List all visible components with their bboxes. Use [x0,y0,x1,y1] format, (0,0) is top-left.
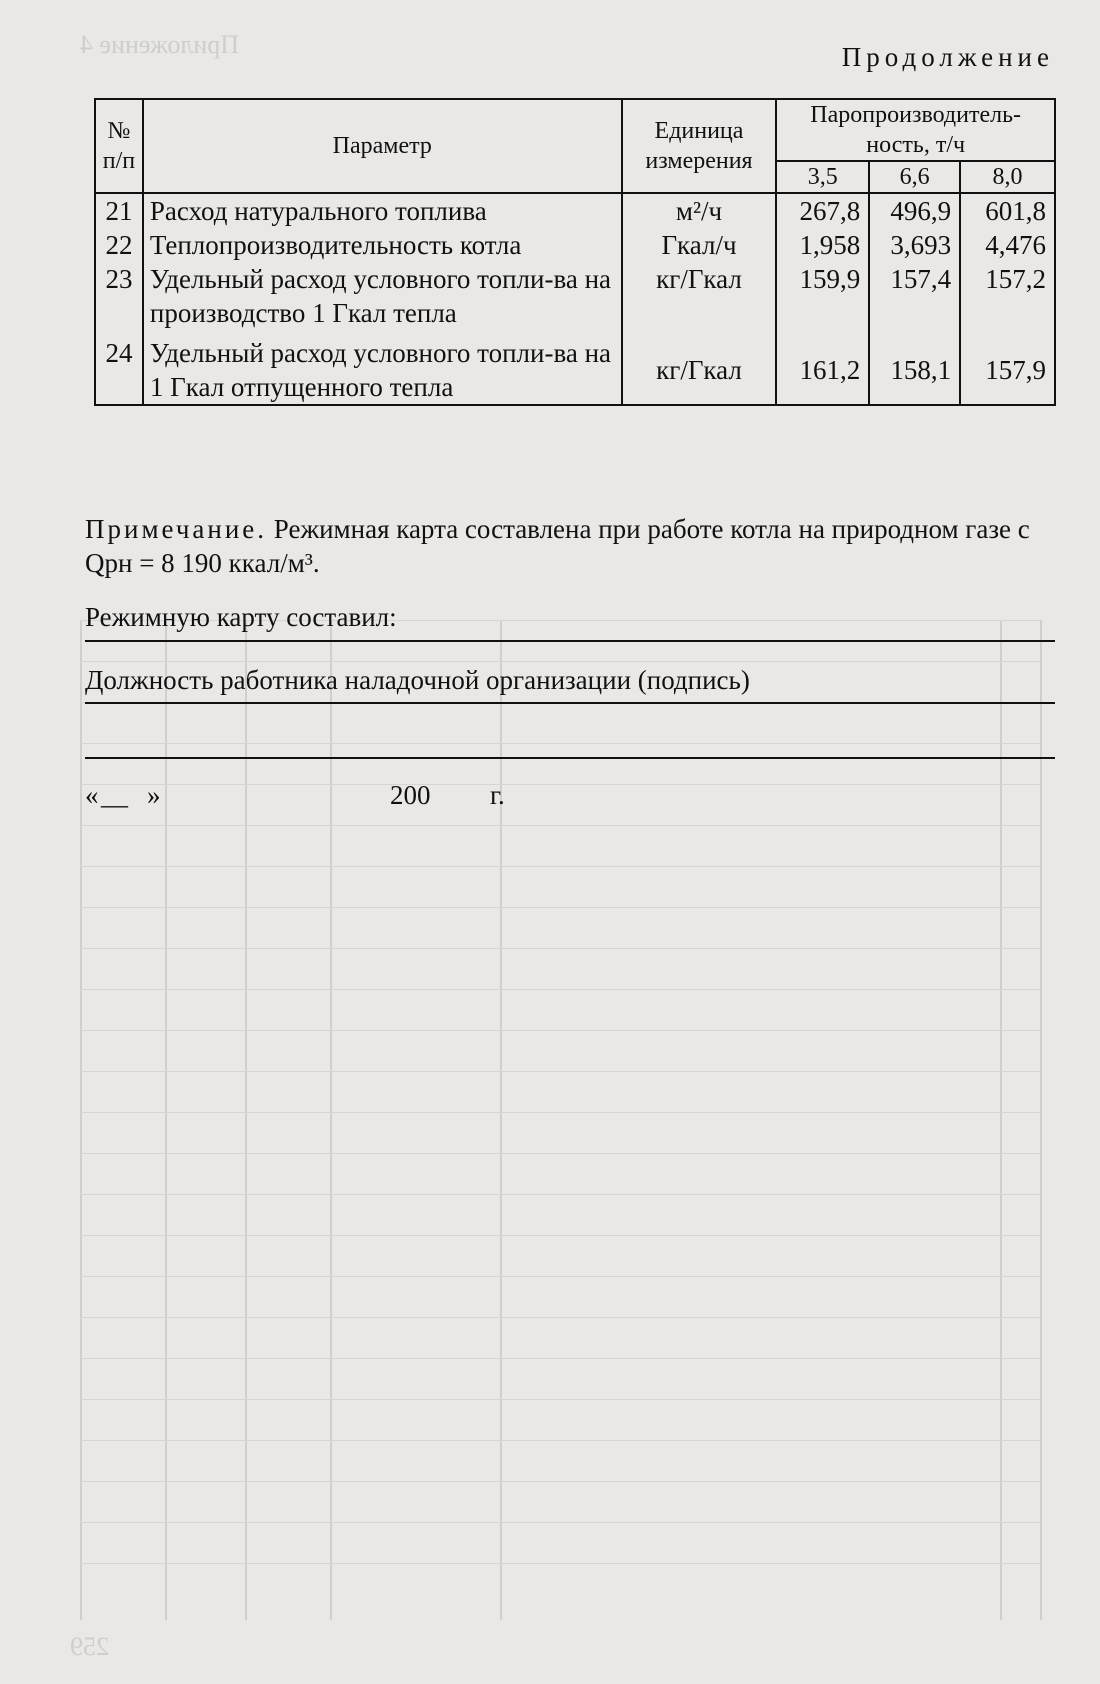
row-value: 4,476 [960,228,1055,262]
table-row [95,193,1055,228]
signature-line [85,757,1055,759]
date-close-quote: » [147,780,161,810]
row-unit: кг/Гкал [622,262,777,336]
row-value: 496,9 [869,193,960,228]
row-value: 601,8 [960,193,1055,228]
header-load: 3,5 [776,161,869,193]
header-load: 6,6 [869,161,960,193]
row-value: 159,9 [776,262,869,336]
ghost-title: Приложение 4 [80,30,240,59]
date-open-quote: « [85,780,99,810]
header-unit: Единица измерения [622,99,777,193]
row-value: 157,4 [869,262,960,336]
row-num: 21 [95,193,143,228]
header-num: № п/п [95,99,143,193]
table-row [95,262,1055,336]
position-label: Должность работника наладочной организации (подпись) [85,665,750,695]
row-param: Расход натурального топлива [143,193,622,228]
composed-by-label: Режимную карту составил: [85,602,397,632]
note-text: Режимная карта составлена при работе котла на природном газе с Qрн = 8 190 ккал/м³. [85,514,1030,578]
date-day-blank: __ [101,780,128,810]
continuation-label: Продолжение [841,42,1054,72]
date-year: 200 [390,780,431,810]
row-param: Удельный расход условного топли-ва на 1 Гкал отпущенного тепла [143,336,622,405]
header-output: Паропроизводитель-ность, т/ч [776,99,1055,161]
header-param: Параметр [143,99,622,193]
row-unit: м²/ч [622,193,777,228]
row-param: Теплопроизводительность котла [143,228,622,262]
row-num: 24 [95,336,143,405]
row-value: 1,958 [776,228,869,262]
row-num: 23 [95,262,143,336]
signature-line [85,702,1055,704]
row-value: 161,2 [776,336,869,405]
signature-line [85,640,1055,642]
table-row [95,228,1055,262]
ghost-page-number: 259 [70,1632,109,1661]
row-unit: кг/Гкал [622,336,777,405]
table-row [95,336,1055,405]
row-num: 22 [95,228,143,262]
row-value: 158,1 [869,336,960,405]
row-value: 267,8 [776,193,869,228]
row-param: Удельный расход условного топли-ва на производство 1 Гкал тепла [143,262,622,336]
row-value: 157,9 [960,336,1055,405]
regime-card-table [94,98,1056,406]
note-label: Примечание. [85,514,268,544]
note-paragraph [85,512,1055,580]
row-unit: Гкал/ч [622,228,777,262]
header-load: 8,0 [960,161,1055,193]
row-value: 3,693 [869,228,960,262]
date-year-suffix: г. [490,780,505,810]
row-value: 157,2 [960,262,1055,336]
